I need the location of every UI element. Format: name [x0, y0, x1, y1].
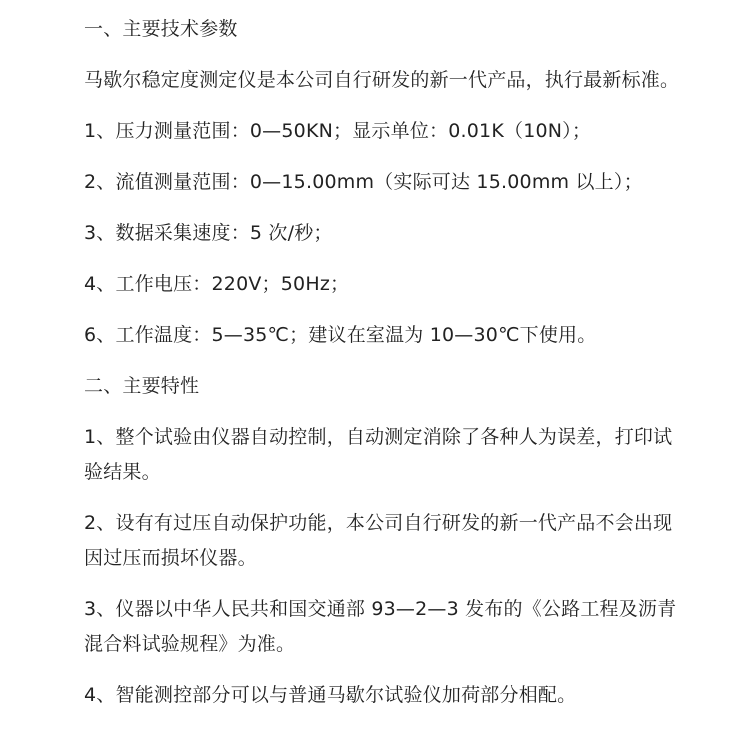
feature-auto-control: 1、整个试验由仪器自动控制，自动测定消除了各种人为误差，打印试验结果。: [84, 426, 673, 483]
param-working-voltage: 4、工作电压：220V；50Hz；: [84, 273, 350, 295]
param-pressure-range: 1、压力测量范围：0—50KN；显示单位：0.01K（10N）；: [84, 120, 592, 142]
section-heading-technical-parameters: 一、主要技术参数: [84, 18, 238, 40]
feature-overpressure-protection: 2、设有有过压自动保护功能，本公司自行研发的新一代产品不会出现因过压而损坏仪器。: [84, 512, 673, 569]
feature-compatibility: 4、智能测控部分可以与普通马歇尔试验仪加荷部分相配。: [84, 684, 577, 706]
section-heading-main-features: 二、主要特性: [84, 375, 200, 397]
param-flow-range: 2、流值测量范围：0—15.00mm（实际可达 15.00mm 以上）；: [84, 171, 643, 193]
document-body: [84, 12, 684, 729]
intro-paragraph: 马歇尔稳定度测定仪是本公司自行研发的新一代产品，执行最新标准。: [84, 69, 680, 91]
param-sampling-speed: 3、数据采集速度：5 次/秒；: [84, 222, 333, 244]
param-working-temperature: 6、工作温度：5—35℃；建议在室温为 10—30℃下使用。: [84, 324, 597, 346]
feature-standard-compliance: 3、仪器以中华人民共和国交通部 93—2—3 发布的《公路工程及沥青混合料试验规程》为准。: [84, 598, 677, 655]
